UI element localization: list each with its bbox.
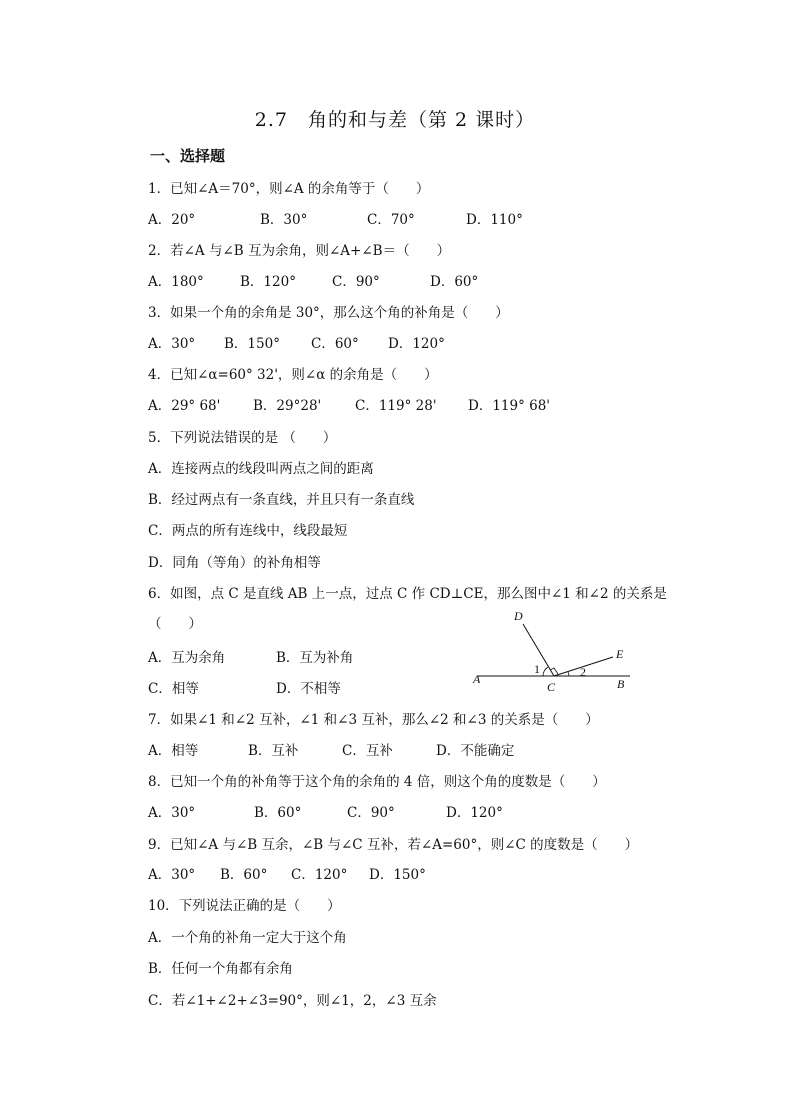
label-c: C — [547, 680, 556, 694]
option-d: D．119° 68' — [468, 398, 551, 414]
question-1: 1．已知∠A＝70°，则∠A 的余角等于（ ） — [148, 181, 430, 197]
question-6: 6．如图，点 C 是直线 AB 上一点，过点 C 作 CD⊥CE，那么图中∠1 和∠2 的关系是 — [148, 586, 667, 602]
question-10-option-c: C．若∠1+∠2+∠3=90°，则∠1，2，∠3 互余 — [148, 993, 437, 1009]
question-4: 4．已知∠α=60° 32'，则∠α 的余角是（ ） — [148, 367, 438, 383]
option-d: D．150° — [369, 867, 426, 883]
option-c: C．90° — [347, 805, 395, 821]
question-5-option-b: B．经过两点有一条直线，并且只有一条直线 — [148, 492, 415, 508]
option-a: A．20° — [148, 212, 196, 228]
label-b: B — [617, 677, 625, 691]
option-b: B．29°28' — [253, 398, 322, 414]
angle-1-arc — [543, 667, 548, 676]
option-a: A．29° 68' — [148, 398, 221, 414]
option-b: B．120° — [240, 274, 296, 290]
option-b: B．60° — [220, 867, 268, 883]
question-5-option-c: C．两点的所有连线中，线段最短 — [148, 523, 348, 539]
option-d: D．120° — [446, 805, 503, 821]
page-title: 2.7 角的和与差（第 2 课时） — [254, 109, 536, 131]
angle-2-arc — [568, 672, 569, 676]
option-a: A．相等 — [148, 743, 199, 759]
option-d: D．110° — [466, 212, 523, 228]
question-10: 10．下列说法正确的是（ ） — [148, 898, 341, 914]
question-3: 3．如果一个角的余角是 30°，那么这个角的补角是（ ） — [148, 305, 509, 321]
question-10-option-a: A．一个角的补角一定大于这个角 — [148, 930, 347, 946]
option-a: A．互为余角 — [148, 650, 226, 666]
option-a: A．30° — [148, 867, 196, 883]
option-a: A．180° — [148, 274, 204, 290]
question-6-blank: （ ） — [148, 616, 202, 632]
option-a: A．30° — [148, 805, 196, 821]
option-a: A．30° — [148, 336, 196, 352]
option-b: B．60° — [254, 805, 302, 821]
question-5-option-a: A．连接两点的线段叫两点之间的距离 — [148, 461, 374, 477]
question-5-option-d: D．同角（等角）的补角相等 — [148, 555, 321, 571]
option-d: D．不相等 — [276, 681, 341, 697]
question-2: 2．若∠A 与∠B 互为余角，则∠A+∠B＝（ ） — [148, 243, 451, 259]
option-b: B．互补 — [248, 743, 299, 759]
option-c: C．90° — [332, 274, 380, 290]
option-b: B．30° — [260, 212, 308, 228]
label-angle-1: 1 — [534, 662, 540, 676]
option-c: C．60° — [311, 336, 359, 352]
option-d: D．120° — [388, 336, 445, 352]
option-c: C．119° 28' — [355, 398, 437, 414]
option-c: C．互补 — [342, 743, 393, 759]
question-9: 9．已知∠A 与∠B 互余，∠B 与∠C 互补，若∠A=60°，则∠C 的度数是（ ） — [148, 837, 639, 853]
question-5: 5．下列说法错误的是 （ ） — [148, 430, 337, 446]
question-10-option-b: B．任何一个角都有余角 — [148, 961, 293, 977]
angle-figure — [468, 606, 638, 698]
option-b: B．互为补角 — [276, 650, 354, 666]
option-d: D．不能确定 — [436, 743, 515, 759]
section-heading: 一、选择题 — [150, 147, 226, 165]
label-a: A — [473, 672, 481, 686]
label-angle-2: 2 — [580, 665, 586, 679]
label-e: E — [616, 647, 624, 661]
label-d: D — [514, 609, 523, 623]
question-8: 8．已知一个角的补角等于这个角的余角的 4 倍，则这个角的度数是（ ） — [148, 774, 606, 790]
option-c: C．相等 — [148, 681, 199, 697]
option-c: C．120° — [291, 867, 348, 883]
option-c: C．70° — [367, 212, 415, 228]
question-7: 7．如果∠1 和∠2 互补，∠1 和∠3 互补，那么∠2 和∠3 的关系是（ ） — [148, 712, 599, 728]
option-d: D．60° — [430, 274, 479, 290]
option-b: B．150° — [224, 336, 280, 352]
